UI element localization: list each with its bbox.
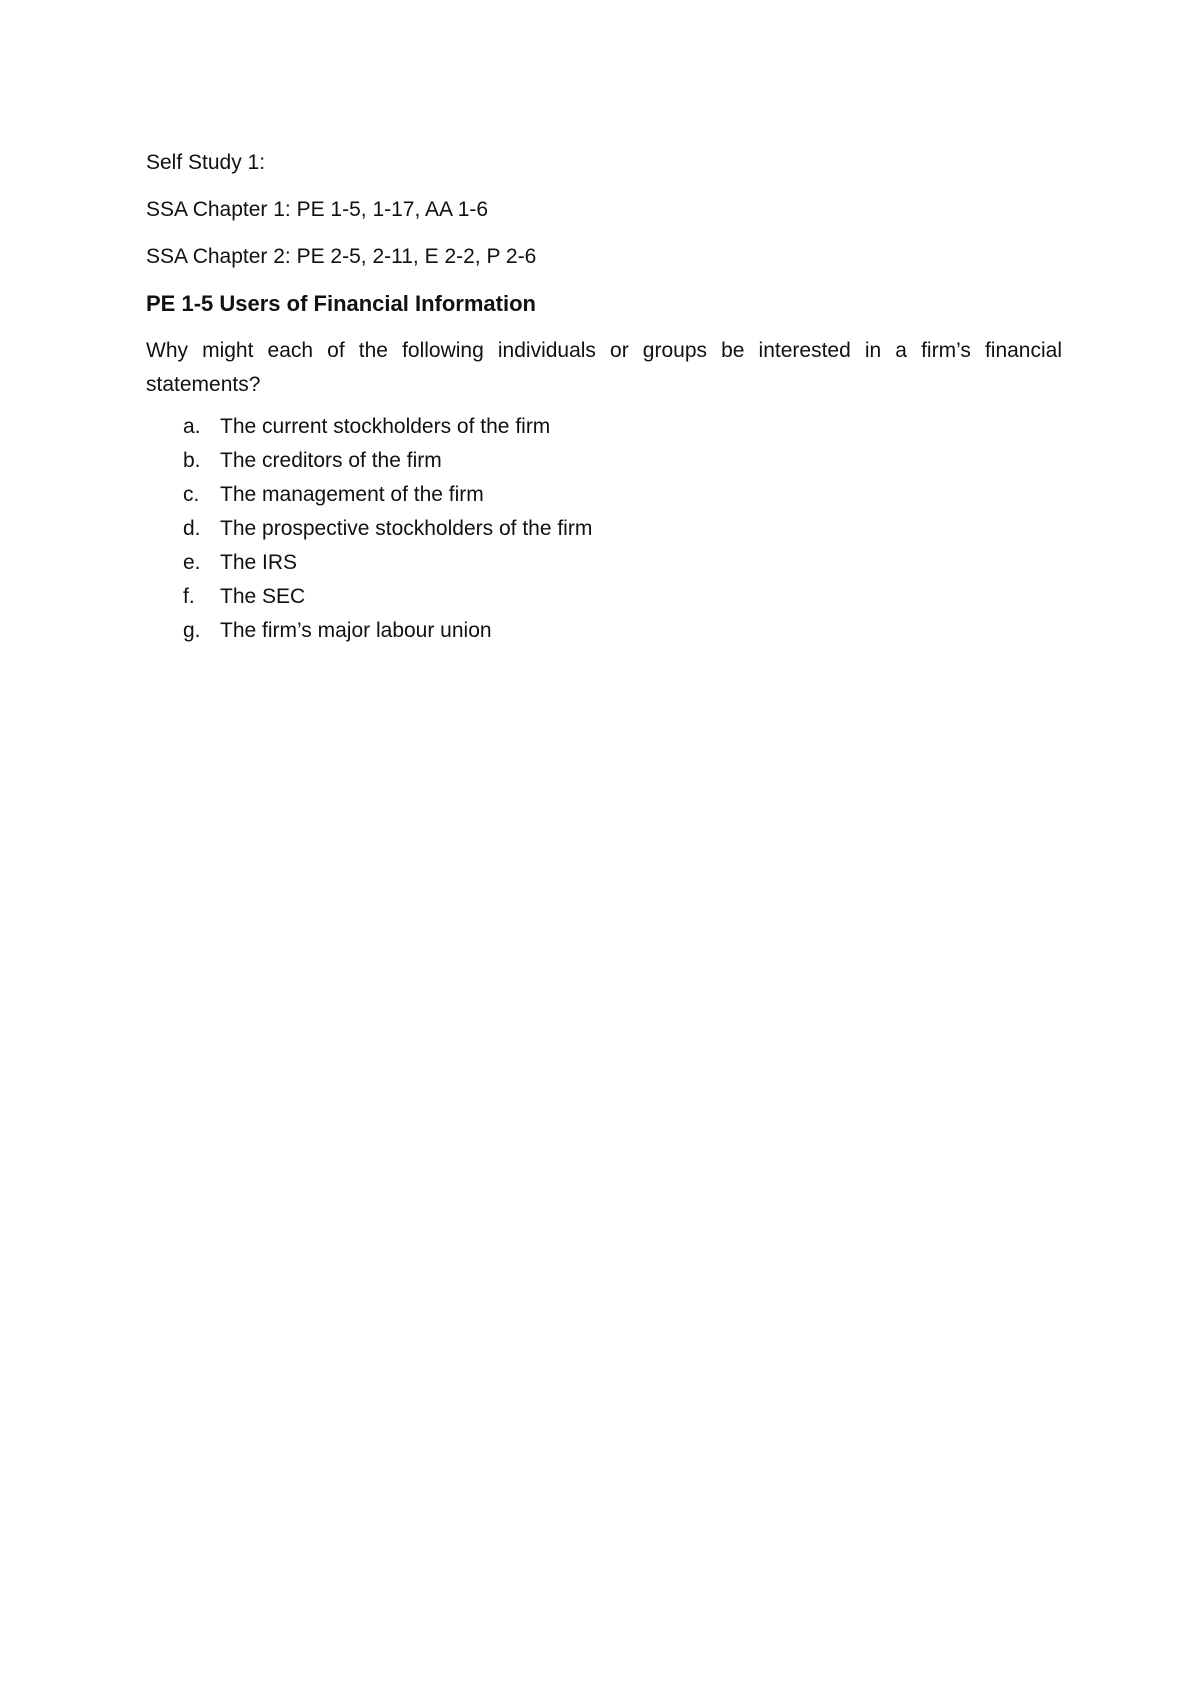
list-item-text: The prospective stockholders of the firm (220, 517, 593, 540)
list-item (146, 580, 1062, 614)
list-marker: g. (183, 619, 201, 642)
list-item-text: The IRS (220, 551, 298, 574)
list-item (146, 546, 1062, 580)
users-list (146, 410, 1062, 648)
list-item-text: The current stockholders of the firm (220, 415, 551, 438)
list-marker: d. (183, 517, 201, 540)
list-item (146, 410, 1062, 444)
list-item-text: The management of the firm (220, 483, 484, 506)
list-item (146, 614, 1062, 648)
list-item (146, 444, 1062, 478)
list-marker: f. (183, 585, 195, 608)
page-content (146, 146, 1062, 648)
list-item-text: The creditors of the firm (220, 449, 442, 472)
self-study-title: Self Study 1: (146, 151, 266, 174)
list-marker: a. (183, 415, 201, 438)
list-marker: b. (183, 449, 201, 472)
list-item-text: The firm’s major labour union (220, 619, 492, 642)
list-item (146, 478, 1062, 512)
list-item-text: The SEC (220, 585, 306, 608)
question-paragraph: Why might each of the following individuals or groups be interested in a firm’s financial statements? (146, 339, 1062, 396)
list-marker: c. (183, 483, 200, 506)
list-item (146, 512, 1062, 546)
chapter-2-assignment: SSA Chapter 2: PE 2-5, 2-11, E 2-2, P 2-6 (146, 245, 537, 268)
chapter-1-assignment: SSA Chapter 1: PE 1-5, 1-17, AA 1-6 (146, 198, 489, 221)
section-heading: PE 1-5 Users of Financial Information (146, 291, 536, 316)
list-marker: e. (183, 551, 201, 574)
